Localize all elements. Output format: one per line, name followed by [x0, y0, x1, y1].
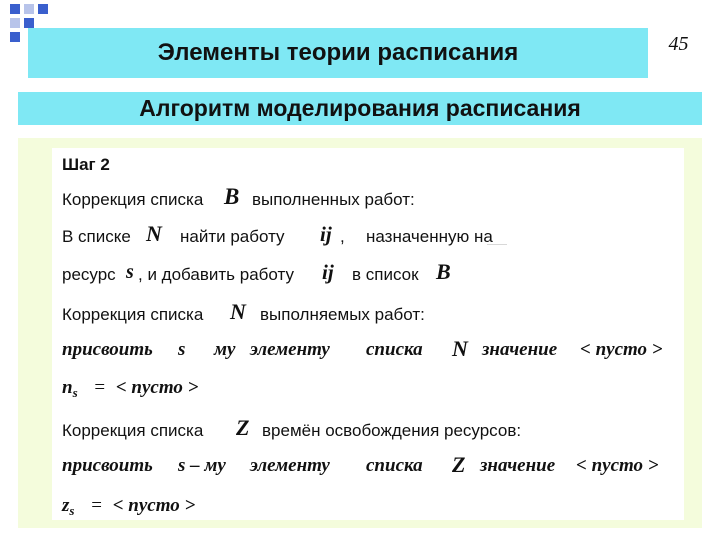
- line2-text3: назначенную на: [366, 227, 493, 246]
- line3-symbol: B: [436, 259, 451, 284]
- formula2-var: n: [62, 377, 73, 398]
- line5-text: Коррекция списка: [62, 421, 204, 440]
- decor-square: [10, 32, 20, 42]
- tiny-mark: ————: [487, 242, 507, 248]
- step-heading: Шаг 2: [62, 155, 110, 174]
- formula4: [62, 495, 195, 519]
- line2-text: В списке: [62, 227, 131, 246]
- formula3-w5: Z: [452, 452, 466, 477]
- formula1-w8: < пусто >: [580, 339, 663, 360]
- formula3-w4: списка: [366, 455, 423, 476]
- formula4-sub: s: [69, 503, 75, 518]
- line2-comma: ,: [340, 227, 345, 246]
- line4-text2: выполняемых работ:: [260, 305, 425, 324]
- formula1-w4: элементу: [250, 339, 330, 360]
- formula4-eq: =: [91, 495, 102, 516]
- formula3-w7: < пусто >: [576, 455, 659, 476]
- decor-square: [10, 4, 20, 14]
- line4-text: Коррекция списка: [62, 305, 204, 324]
- formula1-w3: му: [214, 339, 236, 360]
- line1-symbol: B: [224, 184, 240, 209]
- line2-job: ij: [320, 222, 332, 246]
- formula1-w7: значение: [482, 339, 558, 360]
- formula2-val: < пусто >: [115, 377, 199, 398]
- decor-square: [10, 18, 20, 28]
- formula3-w1: присвоить: [62, 455, 153, 476]
- formula4-var: z: [62, 495, 70, 516]
- page-title: Элементы теории расписания: [28, 28, 648, 78]
- formula3-w3: элементу: [250, 455, 330, 476]
- line2-text2: найти работу: [180, 227, 285, 246]
- line3-text3: в список: [352, 265, 419, 284]
- formula2-eq: =: [94, 377, 106, 398]
- formula1-w1: присвоить: [62, 339, 153, 360]
- formula3-w6: значение: [480, 455, 556, 476]
- formula1-w6: N: [452, 336, 468, 361]
- line3-text: ресурс: [62, 265, 116, 284]
- formula2: [62, 377, 198, 401]
- decor-square: [24, 18, 34, 28]
- page-subtitle: Алгоритм моделирования расписания: [18, 92, 702, 125]
- line3-res: s: [126, 261, 134, 283]
- line3-text2: , и добавить работу: [138, 265, 294, 284]
- formula2-sub: s: [72, 385, 78, 400]
- line4-symbol: N: [230, 299, 246, 324]
- page-number: 45: [668, 33, 689, 55]
- decor-square: [24, 4, 34, 14]
- line5-symbol: Z: [236, 415, 250, 440]
- formula4-val: < пусто >: [112, 495, 196, 516]
- line1-text2: выполненных работ:: [252, 190, 415, 209]
- line1-text: Коррекция списка: [62, 190, 204, 209]
- decor-square: [38, 4, 48, 14]
- line3-job: ij: [322, 260, 334, 284]
- formula1-w5: списка: [366, 339, 423, 360]
- line5-text2: времён освобождения ресурсов:: [262, 421, 522, 440]
- formula1-w2: s: [178, 339, 186, 360]
- line2-symbol: N: [146, 221, 162, 246]
- formula3-w2: s – му: [178, 455, 226, 476]
